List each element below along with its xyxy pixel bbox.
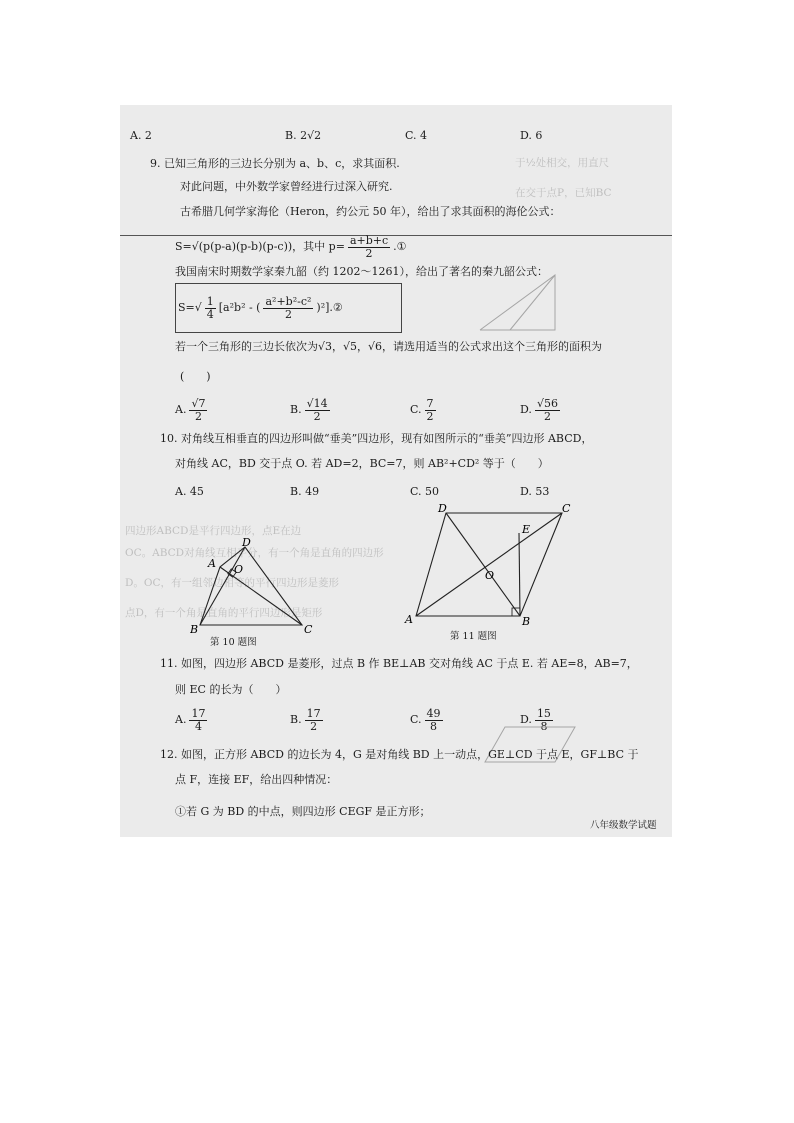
bleed-through-text: 点D，有一个角是直角的平行四边形是矩形 [125,607,323,619]
fig10-label-d: D [242,537,251,549]
option-numerator: 17 [191,706,206,720]
q10-option-d: D. 53 [520,485,550,498]
option-fraction [425,708,443,733]
bleed-through-text: 在交于点P，已知BC [515,187,612,199]
heron-fraction-numerator: a+b+c [349,233,389,247]
heron-formula-body: S=√(p(p-a)(p-b)(p-c))，其中 p= [175,240,345,253]
scanned-exam-page [120,105,672,837]
option-label: B. [290,403,302,416]
fig11-label-o: O [485,569,495,582]
option-numerator: 17 [306,706,321,720]
fig10-label-c: C [304,623,313,636]
option-label: B. [290,713,302,726]
fig11-diagonal-bd [446,513,520,616]
fig11-label-e: E [522,523,531,536]
bleed-through-figure [475,717,585,777]
option-denominator: 8 [430,719,438,733]
qin-formula-middle: [a²b² - ( [218,301,261,314]
q8-option-a: A. 2 [130,129,152,142]
option-fraction [305,708,323,733]
qin-formula [178,293,343,323]
option-label: D. [520,713,532,726]
option-denominator: 2 [313,409,321,423]
q9-option-b [290,395,333,425]
qin-inner-denominator: 2 [284,307,292,321]
heron-fraction-denominator: 2 [365,246,373,260]
page-footer-tag: 八年级数学试题 [590,820,657,831]
q12-line-2: 点 F，连接 EF，给出四种情况： [175,773,338,786]
q9-intro: 9. 已知三角形的三边长分别为 a、b、c，求其面积. [150,157,400,170]
option-fraction [189,398,207,423]
q9-option-c [410,395,439,425]
heron-fraction [348,235,390,260]
q10-option-b: B. 49 [290,485,320,498]
q11-line-1: 11. 如图，四边形 ABCD 是菱形，过点 B 作 BE⊥AB 交对角线 AC 于点 E. 若 AE=8，AB=7， [160,657,638,670]
fig10-label-b: B [190,623,199,636]
fig11-label-c: C [562,503,571,515]
option-fraction [425,398,436,423]
q11-option-b [290,705,326,735]
option-label: C. [410,713,422,726]
option-fraction [305,398,330,423]
q9-option-a [175,395,210,425]
heron-formula [175,233,407,261]
qin-inner-fraction [263,296,313,321]
option-numerator: √56 [536,396,558,410]
figure-10-quadrilateral [190,537,320,637]
option-numerator: 7 [426,396,434,410]
qin-formula-sqrt: S=√ [178,301,202,314]
q10-line-2: 对角线 AC，BD 交于点 O. 若 AD=2，BC=7，则 AB²+CD² 等于（ ） [175,457,549,470]
heron-formula-tag: .① [393,240,407,253]
fig11-diagonal-ac [416,513,562,616]
bleed-through-text: 四边形ABCD是平行四边形，点E在边 [125,525,302,537]
option-denominator: 2 [310,719,318,733]
q11-line-2: 则 EC 的长为（ ） [175,683,287,696]
bleed-through-text: D。OC，有一组邻边相等的平行四边形是菱形 [125,577,340,589]
fig10-label-a: A [208,557,216,570]
q11-option-c [410,705,446,735]
q10-line-1: 10. 对角线互相垂直的四边形叫做“垂美”四边形，现有如图所示的“垂美”四边形 ABCD， [160,432,593,445]
q9-option-d [520,395,563,425]
qin-inner-numerator: a²+b²-c² [265,294,312,308]
fig11-label-b: B [522,615,531,628]
q8-option-b: B. 2√2 [285,129,322,142]
bleed-through-text: OC。ABCD对角线互相平分，有一个角是直角的四边形 [125,547,384,559]
option-fraction [535,398,560,423]
bleed-through-text: 于½处相交，用直尺 [515,157,610,169]
qin-fraction [205,296,216,321]
fig10-diagonal-ac [220,567,302,625]
option-label: A. [175,713,187,726]
q10-option-a: A. 45 [175,485,204,498]
q9-paragraph-2: 古希腊几何学家海伦（Heron，约公元 50 年），给出了求其面积的海伦公式： [180,205,561,218]
fig11-segment-be [519,533,520,616]
q9-paragraph-3: 我国南宋时期数学家秦九韶（约 1202～1261），给出了著名的秦九韶公式： [175,265,548,278]
fig11-label-a: A [405,613,413,626]
option-denominator: 4 [194,719,202,733]
q10-option-c: C. 50 [410,485,440,498]
q9-paragraph-1: 对此问题，中外数学家曾经进行过深入研究. [180,180,393,193]
option-numerator: 49 [426,706,441,720]
option-denominator: 2 [543,409,551,423]
option-fraction [189,708,207,733]
option-label: C. [410,403,422,416]
option-denominator: 2 [426,409,434,423]
qin-formula-tail: )²].② [316,301,343,314]
q8-option-d: D. 6 [520,129,543,142]
q12-item-1: ①若 G 为 BD 的中点，则四边形 CEGF 是正方形； [175,805,431,818]
option-denominator: 8 [540,719,548,733]
option-label: D. [520,403,532,416]
q9-question: 若一个三角形的三边长依次为√3，√5，√6，请选用适当的公式求出这个三角形的面积为 [175,340,603,353]
q11-option-a [175,705,210,735]
figure-11-rhombus [402,503,572,628]
q11-figure-caption: 第 11 题图 [450,631,497,642]
option-numerator: 15 [536,706,551,720]
option-denominator: 2 [194,409,202,423]
option-numerator: √14 [306,396,328,410]
qin-fraction-denominator: 4 [206,307,214,321]
q10-figure-caption: 第 10 题图 [210,637,257,648]
fig10-diagonal-bd [200,547,245,625]
q9-answer-blank: ( ) [180,370,211,383]
q8-option-c: C. 4 [405,129,428,142]
qin-fraction-numerator: 1 [206,294,214,308]
fig11-label-d: D [438,503,447,515]
bleed-through-figure [470,270,570,340]
q12-line-1: 12. 如图，正方形 ABCD 的边长为 4，G 是对角线 BD 上一动点，GE⊥CD 于点 E，GF⊥BC 于 [160,748,639,761]
fig10-label-o: O [234,563,244,576]
option-label: A. [175,403,187,416]
option-numerator: √7 [191,396,206,410]
